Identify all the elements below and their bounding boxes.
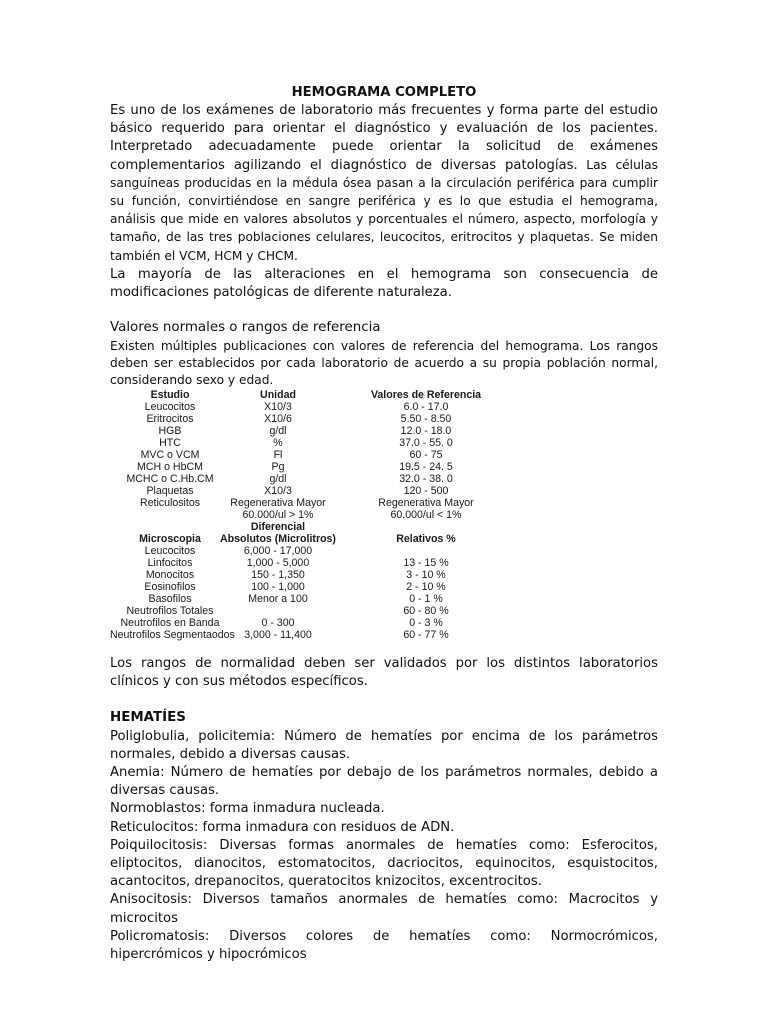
table-cell: 60.000/ul > 1% — [242, 509, 314, 522]
table-cell: Neutrofilos Totales — [126, 605, 214, 618]
hematies-item: Poiquilocitosis: Diversas formas anormales de hematíes como: Esferocitos, eliptocitos, dianocitos, estomatocitos, dacriocitos, equinocitos, esquistocitos, acantocitos, drepanocitos, queratocitos knizocitos, excentrocitos. — [110, 837, 658, 890]
table-row — [110, 497, 500, 509]
hematies-item: Normoblastos: forma inmadura nucleada. — [110, 801, 385, 817]
hematies-item: Reticulocitos: forma inmadura con residuos de ADN. — [110, 819, 455, 835]
table-cell: 2 - 10 % — [406, 581, 446, 594]
table-cell: 6.0 - 17.0 — [403, 401, 449, 414]
reference-paragraph: Existen múltiples publicaciones con valores de referencia del hemograma. Los rangos deben ser establecidos por cada laboratorio de acuerdo a su propia población normal, considerando sexo y edad. — [110, 339, 658, 388]
table-cell: 6,000 - 17,000 — [243, 545, 313, 558]
table-cell: 13 - 15 % — [403, 557, 449, 570]
table-row — [110, 569, 500, 581]
table-row — [110, 617, 500, 629]
table-cell: Regenerativa Mayor — [230, 497, 326, 510]
table-header-cell: Estudio — [150, 389, 190, 402]
hematies-list — [110, 728, 658, 965]
table-cell: 12.0 - 18.0 — [400, 425, 452, 438]
table-cell: Plaquetas — [146, 485, 194, 498]
table-row — [110, 473, 500, 485]
table-row — [110, 557, 500, 569]
table-cell: Linfocitos — [147, 557, 193, 570]
table-cell: 5.50 - 8.50 — [400, 413, 452, 426]
table-cell: 19.5 - 24. 5 — [399, 461, 453, 474]
table-cell: 0 - 300 — [261, 617, 295, 630]
table-cell: MCH o HbCM — [137, 461, 203, 474]
table-row — [110, 485, 500, 497]
table-row — [110, 461, 500, 473]
diferencial-label: Diferencial — [250, 521, 306, 534]
intro-large-text: Es uno de los exámenes de laboratorio más frecuentes y forma parte del estudio básico requerido para orientar el diagnóstico y evaluación de los pacientes. Interpretado adecuadamente puede orientar la solicitud de exámenes complementarios agilizando el diagnóstico de diversas patologías. — [110, 103, 658, 173]
table-cell: Regenerativa Mayor — [378, 497, 474, 510]
table-header-cell: Microscopia — [139, 533, 201, 546]
hematies-heading: HEMATÍES — [110, 709, 186, 725]
after-table-paragraph: Los rangos de normalidad deben ser validados por los distintos laboratorios clínicos y con sus métodos específicos. — [110, 656, 658, 690]
reference-table — [110, 389, 500, 641]
document-title: HEMOGRAMA COMPLETO — [291, 85, 477, 100]
table-cell: X10/6 — [264, 413, 292, 426]
table-row — [110, 413, 500, 425]
table-cell: 120 - 500 — [403, 485, 449, 498]
table-cell: 3,000 - 11,400 — [244, 629, 312, 642]
table-cell: Monocitos — [145, 569, 195, 582]
table-row — [110, 425, 500, 437]
table-row — [110, 581, 500, 593]
reference-heading: Valores normales o rangos de referencia — [110, 320, 381, 336]
table-cell: 37.0 - 55. 0 — [399, 437, 453, 450]
table-row — [110, 629, 500, 641]
table-cell: 1,000 - 5,000 — [246, 557, 310, 570]
table-header-row — [110, 533, 500, 545]
table-cell: HGB — [158, 425, 182, 438]
table-cell: 150 - 1,350 — [251, 569, 305, 582]
table-cell: 32.0 - 38. 0 — [399, 473, 453, 486]
table-cell: 60 - 80 % — [403, 605, 449, 618]
document-page — [110, 84, 658, 964]
table-cell: 0 - 1 % — [409, 593, 443, 606]
table-cell: 60 - 77 % — [403, 629, 449, 642]
table-cell: Fl — [273, 449, 283, 462]
table-cell: Reticulositos — [139, 497, 201, 510]
table-row — [110, 449, 500, 461]
table-header-cell: Unidad — [260, 389, 296, 402]
table-cell: Basofilos — [148, 593, 192, 606]
table-cell: g/dl — [269, 473, 287, 486]
table-cell: Menor a 100 — [248, 593, 308, 606]
table-row — [110, 545, 500, 557]
intro-paragraph — [110, 102, 658, 266]
table-cell: g/dl — [269, 425, 287, 438]
table-row — [110, 401, 500, 413]
table-cell: Pg — [271, 461, 285, 474]
intro-paragraph-2: La mayoría de las alteraciones en el hemograma son consecuencia de modificaciones patológicas de diferente naturaleza. — [110, 266, 658, 301]
hematies-item: Policromatosis: Diversos colores de hematíes como: Normocrómicos, hipercrómicos y hipocrómicos — [110, 928, 658, 963]
table-cell: X10/3 — [264, 485, 292, 498]
table-row — [110, 509, 500, 521]
table-row — [110, 437, 500, 449]
table-cell: 0 - 3 % — [409, 617, 443, 630]
table-cell: Eritrocitos — [146, 413, 194, 426]
table-header-row — [110, 389, 500, 401]
hematies-item: Anemia: Número de hematíes por debajo de los parámetros normales, debido a diversas causas. — [110, 765, 658, 799]
table-cell: Neutrofilos en Banda — [120, 617, 220, 630]
intro-small-text: Las células sanguíneas producidas en la médula ósea pasan a la circulación periférica para cumplir su función, convirtiéndose en sangre periférica y es lo que estudia el hemograma, análisis que mide en valores absolutos y porcentuales el número, aspecto, morfología y tamaño, de las tres poblaciones celulares, leucocitos, eritrocitos y plaquetas. Se miden también el VCM, HCM y CHCM. — [110, 157, 658, 263]
table-cell: Leucocitos — [144, 545, 196, 558]
table-cell: Neutrofilos Segmentaodos — [110, 629, 235, 642]
table-cell: MVC o VCM — [140, 449, 200, 462]
table-cell: X10/3 — [264, 401, 292, 414]
table-cell: 100 - 1,000 — [251, 581, 305, 594]
table-cell: 60 - 75 — [409, 449, 443, 462]
table-cell: 60.000/ul < 1% — [390, 509, 462, 522]
table-header-cell: Valores de Referencia — [370, 389, 482, 402]
table-header-cell: Relativos % — [396, 533, 456, 546]
table-cell: Eosinofilos — [144, 581, 196, 594]
table-row — [110, 593, 500, 605]
table-cell: % — [273, 437, 283, 450]
table-header-cell: Absolutos (Microlitros) — [220, 533, 336, 546]
hematies-item: Poliglobulia, policitemia: Número de hematíes por encima de los parámetros normales, debido a diversas causas. — [110, 728, 658, 762]
hematies-item: Anisocitosis: Diversos tamaños anormales de hematíes como: Macrocitos y microcitos — [110, 892, 658, 926]
table-row — [110, 605, 500, 617]
table-cell: 3 - 10 % — [406, 569, 446, 582]
table-cell: Leucocitos — [144, 401, 196, 414]
table-cell: MCHC o C.Hb.CM — [126, 473, 214, 486]
table-cell: HTC — [159, 437, 181, 450]
